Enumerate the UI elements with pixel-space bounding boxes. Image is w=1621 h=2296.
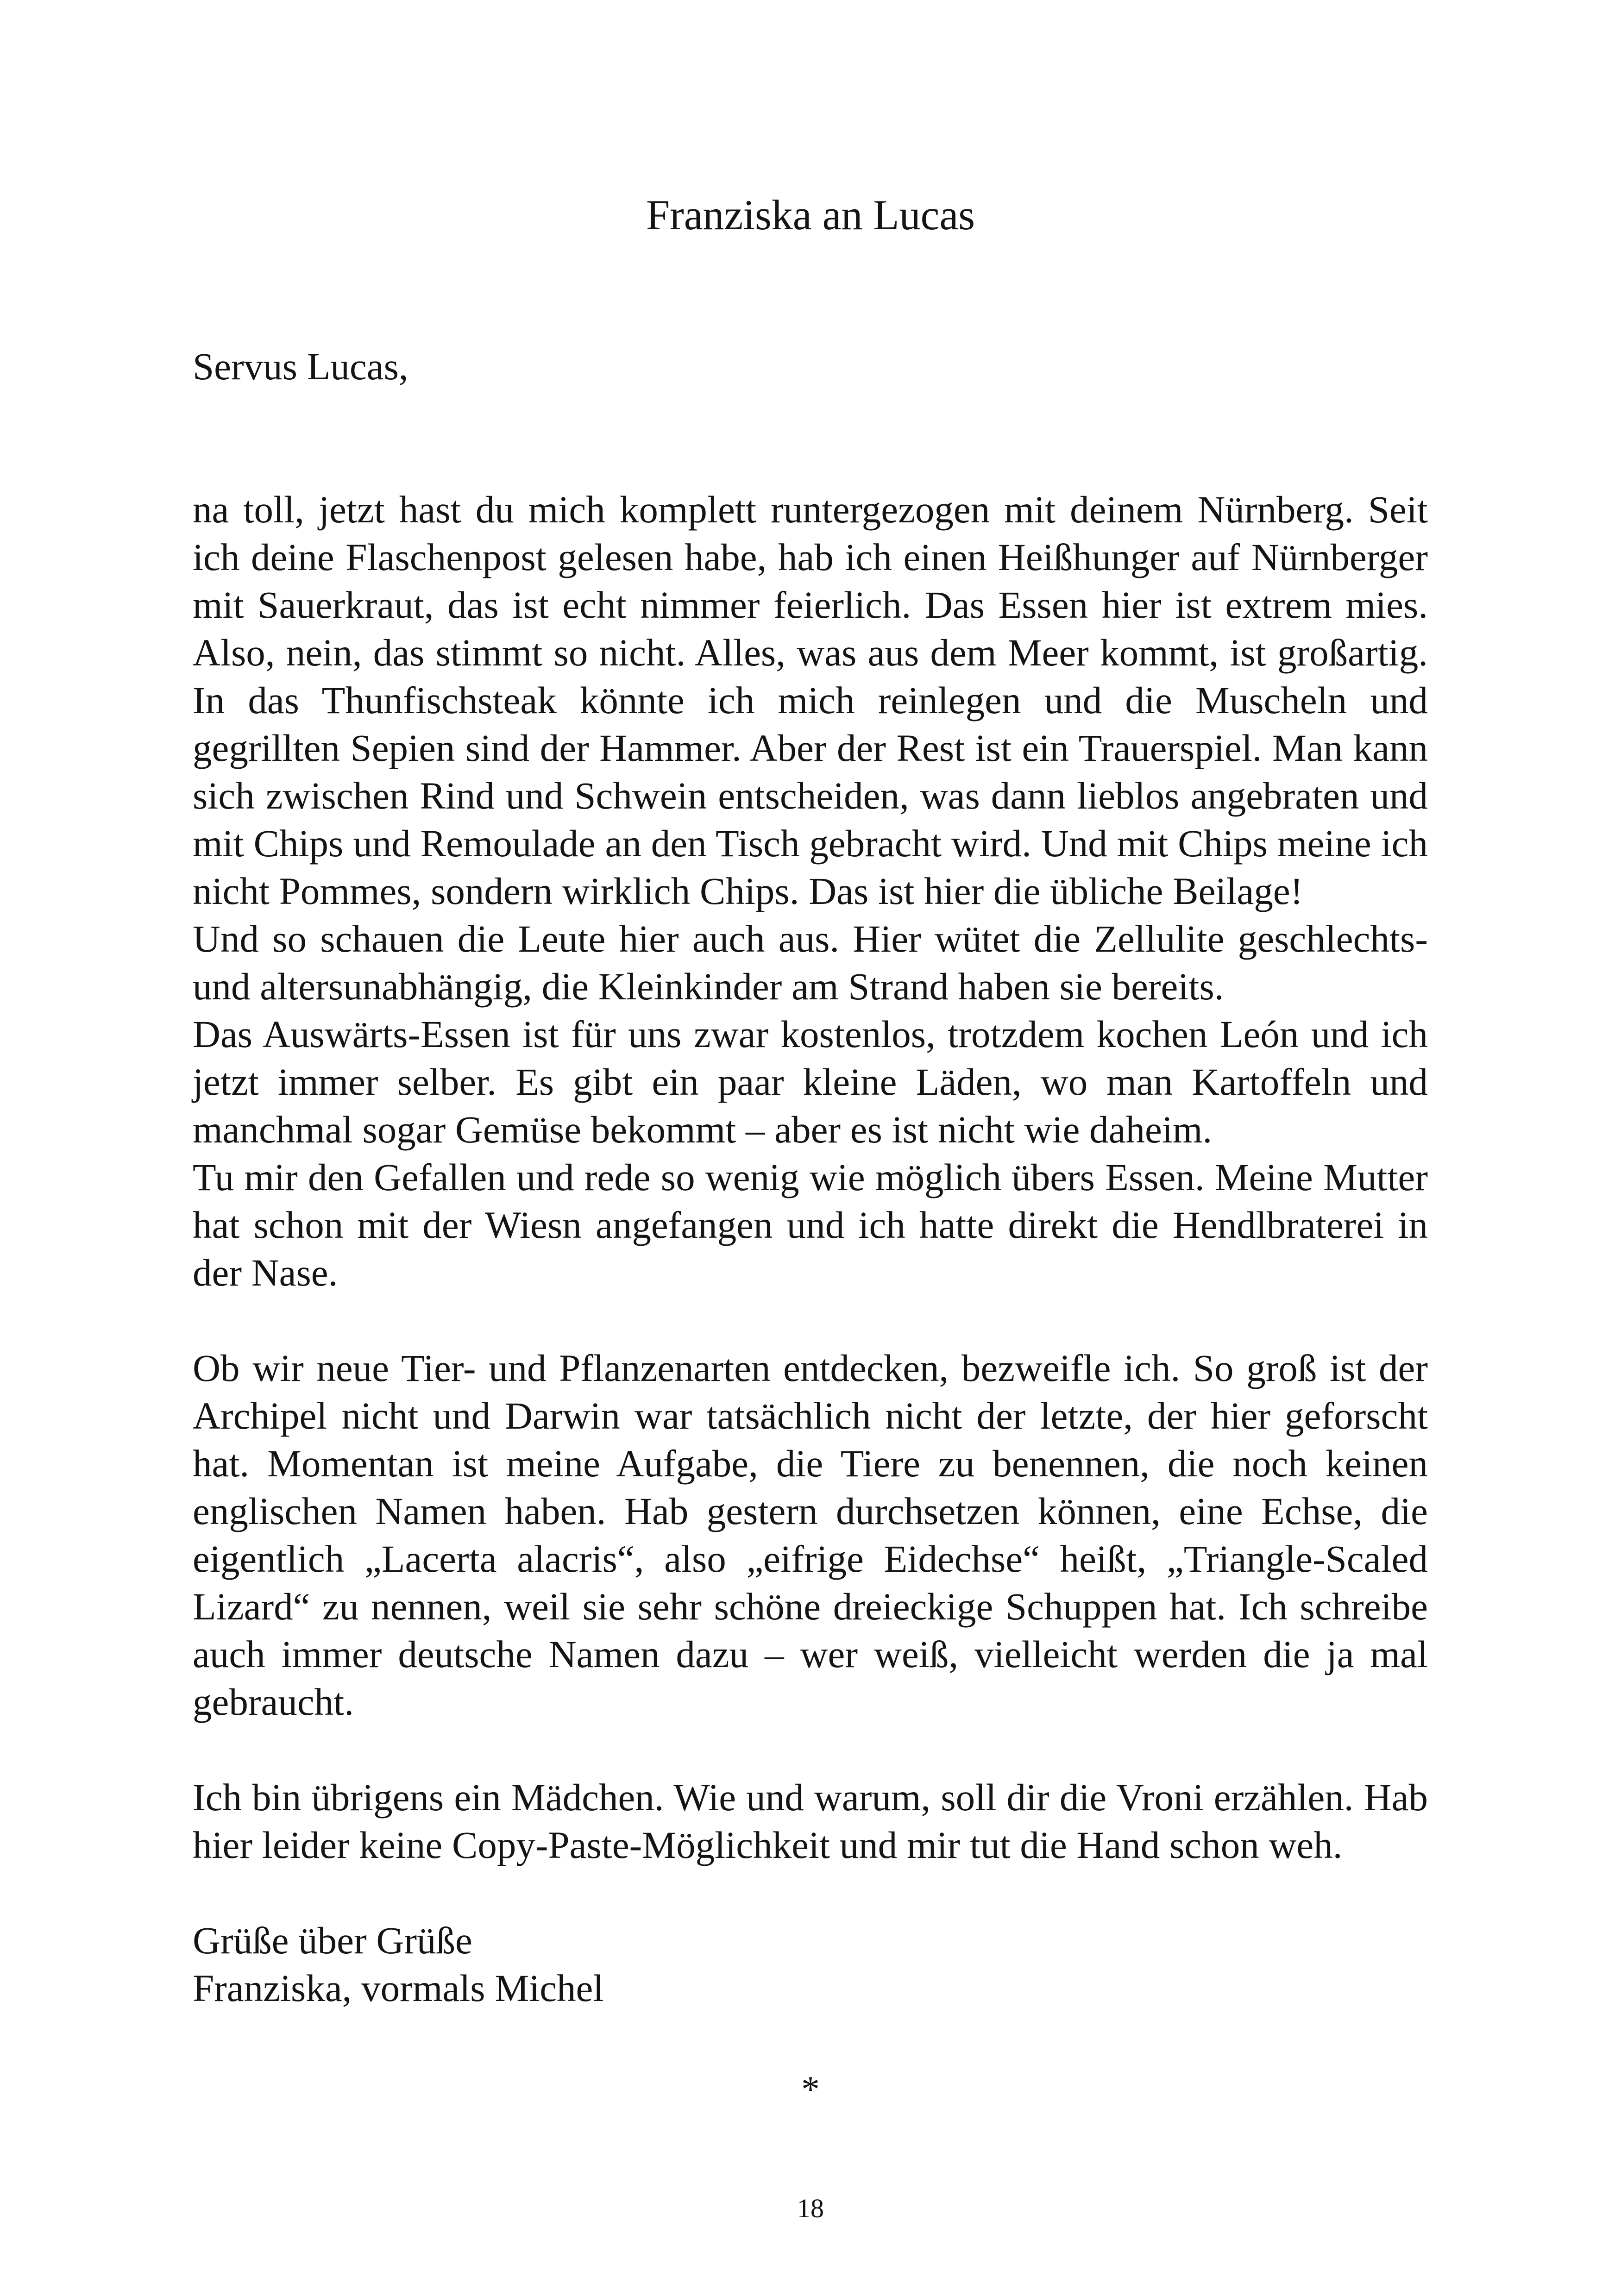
letter-body — [193, 343, 1428, 2012]
closing-line: Grüße über Grüße — [193, 1919, 472, 1962]
paragraph-species: Ob wir neue Tier- und Pflanzenarten entdecken, bezweifle ich. So groß ist der Archipel nicht und Darwin war tatsächlich nicht der letzte, der hier geforscht hat. Momentan ist meine Aufgabe, die Tiere zu benennen, die noch keinen englischen Namen haben. Hab gestern durchsetzen können, eine Echse, die eigentlich „Lacerta alacris“, also „eifrige Eidechse“ heißt, „Triangle-Scaled Lizard“ zu nennen, weil sie sehr schöne dreieckige Schuppen hat. Ich schreibe auch immer deutsche Namen dazu – wer weiß, vielleicht werden die ja mal gebraucht. — [193, 1347, 1428, 1723]
paragraph-people: Und so schauen die Leute hier auch aus. Hier wütet die Zellulite geschlechts- und altersunabhängig, die Kleinkinder am Strand haben sie bereits. — [193, 917, 1428, 1008]
paragraph-cooking: Das Auswärts-Essen ist für uns zwar kostenlos, trotzdem kochen León und ich jetzt immer selber. Es gibt ein paar kleine Läden, wo man Kartoffeln und manchmal sogar Gemüse bekommt – aber es ist nicht wie daheim. — [193, 1013, 1428, 1151]
salutation: Servus Lucas, — [193, 345, 408, 388]
signature: Franziska, vormals Michel — [193, 1967, 604, 2009]
section-separator: * — [801, 2069, 820, 2110]
paragraph-food: na toll, jetzt hast du mich komplett runtergezogen mit deinem Nürnberg. Seit ich deine Flaschenpost gelesen habe, hab ich einen Heißhunger auf Nürnberger mit Sauerkraut, das ist echt nimmer feierlich. Das Essen hier ist extrem mies. Also, nein, das stimmt so nicht. Alles, was aus dem Meer kommt, ist großartig. In das Thunfischsteak könnte ich mich reinlegen und die Muscheln und gegrillten Sepien sind der Hammer. Aber der Rest ist ein Trauerspiel. Man kann sich zwischen Rind und Schwein entscheiden, was dann lieblos angebraten und mit Chips und Remoulade an den Tisch gebracht wird. Und mit Chips meine ich nicht Pommes, sondern wirklich Chips. Das ist hier die übliche Beilage! — [193, 488, 1428, 912]
letter-title: Franziska an Lucas — [646, 191, 975, 238]
paragraph-favor: Tu mir den Gefallen und rede so wenig wie möglich übers Essen. Meine Mutter hat schon mit der Wiesn angefangen und ich hatte direkt die Hendlbraterei in der Nase. — [193, 1156, 1428, 1294]
page-number: 18 — [797, 2193, 824, 2223]
paragraph-girl: Ich bin übrigens ein Mädchen. Wie und warum, soll dir die Vroni erzählen. Hab hier leider keine Copy-Paste-Möglichkeit und mir tut die Hand schon weh. — [193, 1776, 1428, 1866]
